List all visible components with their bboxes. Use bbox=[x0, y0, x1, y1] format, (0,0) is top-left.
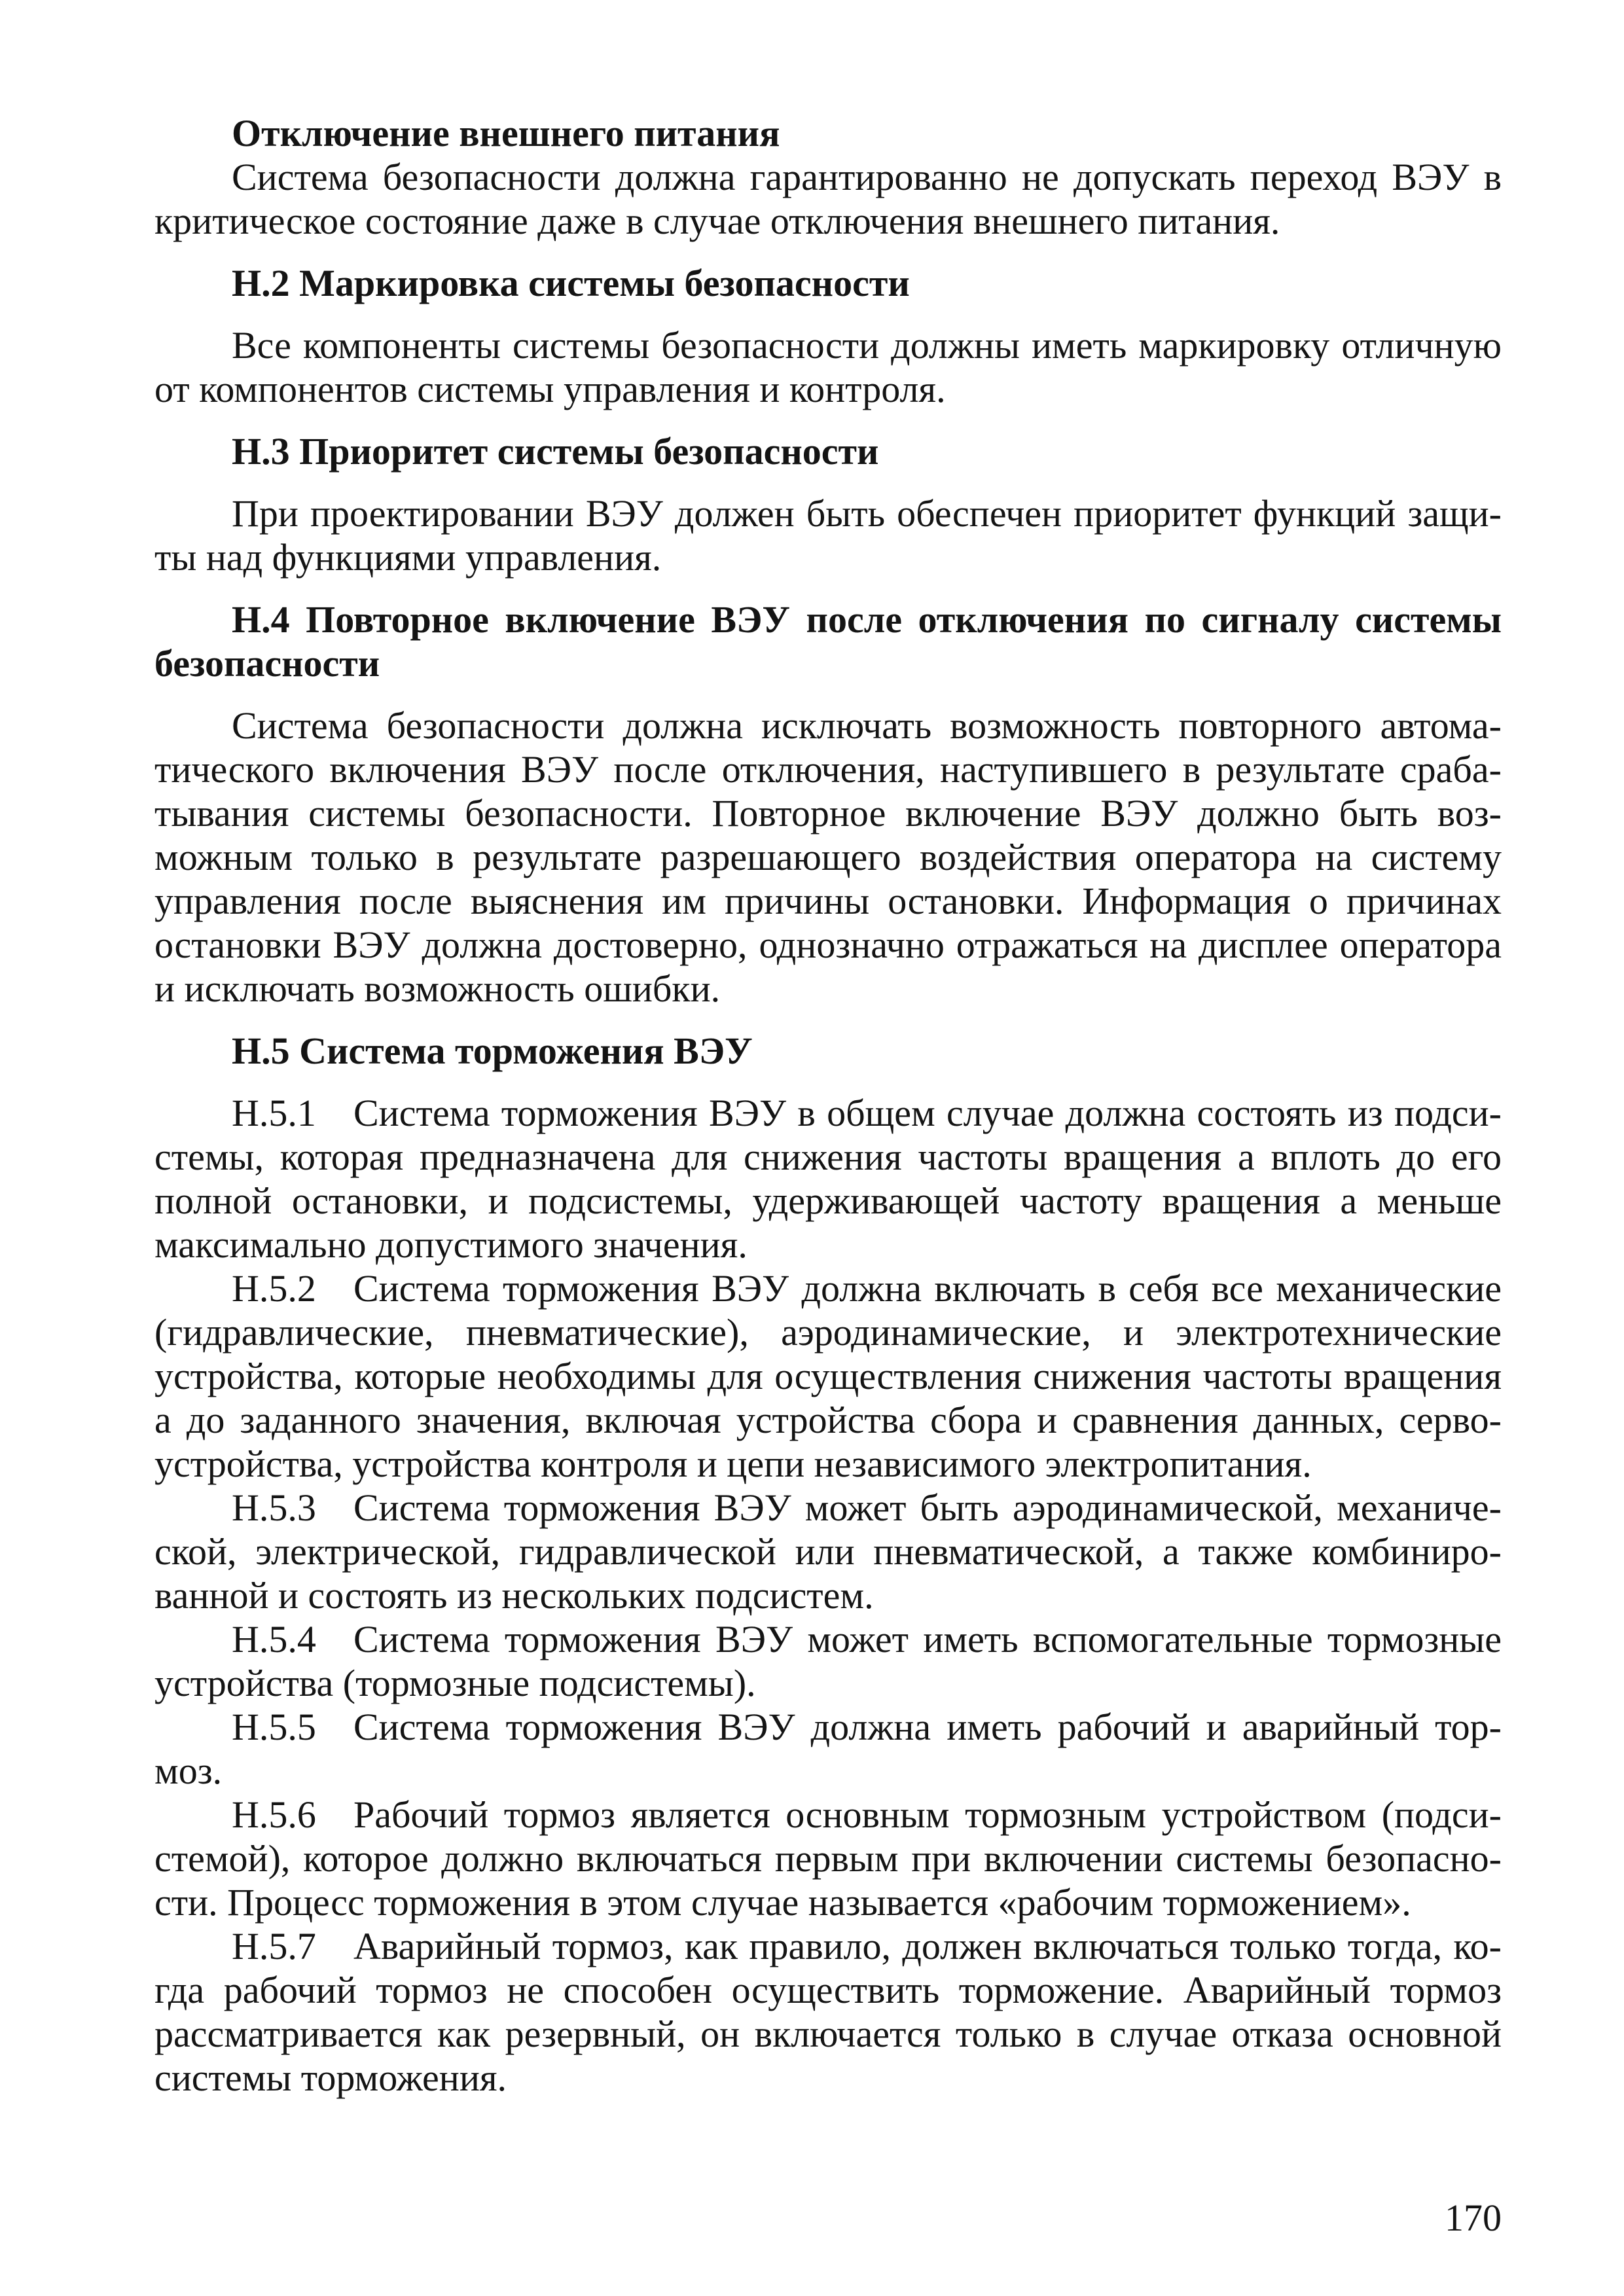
heading-external-power-off: Отключение внешнего питания bbox=[232, 112, 780, 154]
item-h5-6 bbox=[154, 1793, 1502, 1924]
item-number: Н.5.7 bbox=[232, 1925, 316, 1967]
item-h5-5 bbox=[154, 1705, 1502, 1793]
item-text: Рабочий тормоз является основным тормозным устройством (подсистемой), которое должно включаться первым при включении системы безопасности. Процесс торможения в этом случае называется «рабочим торможением». bbox=[154, 1793, 1502, 1924]
heading-h4-restart: Н.4 Повторное включение ВЭУ после отключения по сигналу системы безопасности bbox=[154, 598, 1502, 685]
item-text: Система торможения ВЭУ должна включать в себя все механические (гидравлические, пневматические), аэродинамические, и электротехнические устройства, которые необходимы для осуществления снижения частоты вращения a до заданного значения, включая устройства сбора и сравнения данных, сервоустройства, устройства контроля и цепи независимого электропитания. bbox=[154, 1267, 1502, 1485]
item-number: Н.5.3 bbox=[232, 1486, 316, 1529]
item-number: Н.5.4 bbox=[232, 1618, 316, 1660]
paragraph-h2-marking: Все компоненты системы безопасности должны иметь маркировку отличную от компонентов системы управления и контроля. bbox=[154, 324, 1502, 410]
page-number: 170 bbox=[1445, 2197, 1502, 2239]
item-h5-7 bbox=[154, 1924, 1502, 2100]
paragraph-h3-priority: При проектировании ВЭУ должен быть обеспечен приоритет функций защиты над функциями управления. bbox=[154, 492, 1502, 579]
item-h5-3 bbox=[154, 1486, 1502, 1617]
item-text: Система торможения ВЭУ может иметь вспомогательные тормозные устройства (тормозные подсистемы). bbox=[154, 1618, 1502, 1704]
item-text: Система торможения ВЭУ в общем случае должна состоять из подсистемы, которая предназначена для снижения частоты вращения a вплоть до его полной остановки, и подсистемы, удерживающей частоту вращения a меньше максимально допустимого значения. bbox=[154, 1092, 1502, 1266]
item-text: Система торможения ВЭУ должна иметь рабочий и аварийный тормоз. bbox=[154, 1706, 1502, 1792]
item-text: Аварийный тормоз, как правило, должен включаться только тогда, когда рабочий тормоз не способен осуществить торможение. Аварийный тормоз рассматривается как резервный, он включается только в случае отказа основной системы торможения. bbox=[154, 1925, 1502, 2099]
item-h5-2 bbox=[154, 1266, 1502, 1486]
heading-h5-braking-system: Н.5 Система торможения ВЭУ bbox=[232, 1030, 753, 1072]
item-text: Система торможения ВЭУ может быть аэродинамической, механической, электрической, гидравлической или пневматической, а также комбинированной и состоять из нескольких подсистем. bbox=[154, 1486, 1502, 1617]
paragraph-external-power-off: Система безопасности должна гарантированно не допускать переход ВЭУ в критическое состояние даже в случае отключения внешнего питания. bbox=[154, 156, 1502, 242]
item-h5-1 bbox=[154, 1091, 1502, 1266]
item-number: Н.5.5 bbox=[232, 1706, 316, 1748]
document-page bbox=[154, 111, 1502, 2100]
item-number: Н.5.6 bbox=[232, 1793, 316, 1836]
heading-h3-priority: Н.3 Приоритет системы безопасности bbox=[232, 430, 879, 473]
item-h5-4 bbox=[154, 1617, 1502, 1705]
heading-h2-marking: Н.2 Маркировка системы безопасности bbox=[232, 262, 910, 304]
paragraph-h4-restart: Система безопасности должна исключать возможность повторного автоматического включения ВЭУ после отключения, наступившего в результате срабатывания системы безопасности. Повторное включение ВЭУ должно быть возможным только в результате разрешающего воздействия оператора на систему управления после выяснения им причины остановки. Информация о причинах остановки ВЭУ должна достоверно, однозначно отражаться на дисплее оператора и исключать возможность ошибки. bbox=[154, 704, 1502, 1010]
item-number: Н.5.1 bbox=[232, 1092, 316, 1134]
item-number: Н.5.2 bbox=[232, 1267, 316, 1310]
